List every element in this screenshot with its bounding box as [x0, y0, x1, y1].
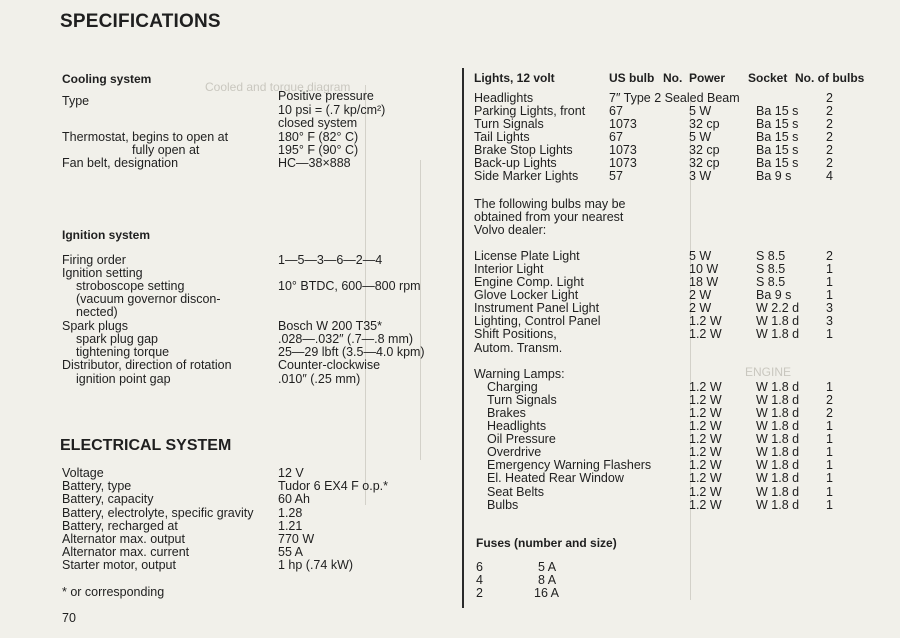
lamp-socket: W 1.8 d [756, 393, 800, 407]
dealer-note: Volvo dealer: [474, 223, 547, 237]
light-socket: W 1.8 d [756, 327, 800, 341]
light-socket: S 8.5 [756, 262, 786, 276]
light-bulb: 1073 [609, 156, 637, 170]
light-socket: Ba 9 s [756, 169, 792, 183]
light-socket: Ba 15 s [756, 117, 799, 131]
spec-value: 1.21 [278, 519, 303, 533]
light-bulb: 67 [609, 130, 623, 144]
light-name: Lighting, Control Panel [474, 314, 601, 328]
light-count: 2 [826, 104, 833, 118]
spec-value: Tudor 6 EX4 F o.p.* [278, 479, 389, 493]
lamp-name: Brakes [487, 406, 526, 420]
lamp-count: 1 [826, 445, 833, 459]
spec-value: closed system [278, 116, 358, 130]
spec-label: Battery, electrolyte, specific gravity [62, 506, 254, 520]
spec-value: Positive pressure [278, 89, 374, 103]
spec-label: Alternator max. output [62, 532, 185, 546]
light-name: Instrument Panel Light [474, 301, 600, 315]
light-name: Side Marker Lights [474, 169, 579, 183]
light-socket: Ba 9 s [756, 288, 792, 302]
col-header-power: Power [689, 71, 726, 85]
light-name: Back-up Lights [474, 156, 557, 170]
spec-value: 10 psi = (.7 kp/cm²) [278, 103, 386, 117]
spec-label: Thermostat, begins to open at [62, 130, 229, 144]
column-divider [462, 68, 464, 608]
lamp-count: 1 [826, 458, 833, 472]
lamp-power: 1.2 W [689, 393, 722, 407]
spec-label: (vacuum governor discon- [76, 292, 221, 306]
light-power: 2 W [689, 288, 712, 302]
spec-value: Counter-clockwise [278, 358, 381, 372]
footnote: * or corresponding [62, 585, 165, 599]
light-power: 1.2 W [689, 327, 722, 341]
light-count: 2 [826, 91, 833, 105]
light-socket: S 8.5 [756, 249, 786, 263]
lamp-socket: W 1.8 d [756, 380, 800, 394]
light-bulb: 57 [609, 169, 623, 183]
spec-label: nected) [76, 305, 118, 319]
lamp-name: Overdrive [487, 445, 542, 459]
fuse-size: 16 A [534, 586, 560, 600]
col-header-socket: Socket [748, 71, 788, 85]
spec-value: 60 Ah [278, 492, 310, 506]
lamp-count: 1 [826, 498, 833, 512]
light-name: Brake Stop Lights [474, 143, 573, 157]
lamp-count: 2 [826, 406, 833, 420]
lamp-name: Bulbs [487, 498, 519, 512]
light-power: 5 W [689, 130, 712, 144]
spec-value: 55 A [278, 545, 304, 559]
light-power: 5 W [689, 104, 712, 118]
spec-label: Ignition setting [62, 266, 143, 280]
spec-value: 25—29 lbft (3.5—4.0 kpm) [278, 345, 425, 359]
lamp-socket: W 1.8 d [756, 419, 800, 433]
dealer-note: The following bulbs may be [474, 197, 626, 211]
light-count: 2 [826, 130, 833, 144]
light-power: 32 cp [689, 156, 720, 170]
spec-label: Battery, recharged at [62, 519, 178, 533]
light-socket: Ba 15 s [756, 104, 799, 118]
spec-label: Battery, capacity [62, 492, 154, 506]
col-header-us-bulb: US bulb [609, 71, 655, 85]
light-name: Parking Lights, front [474, 104, 586, 118]
lamp-name: Emergency Warning Flashers [487, 458, 652, 472]
light-power: 3 W [689, 169, 712, 183]
lamp-power: 1.2 W [689, 380, 722, 394]
lamp-power: 1.2 W [689, 406, 722, 420]
spec-label: Alternator max. current [62, 545, 190, 559]
light-power: 5 W [689, 249, 712, 263]
light-socket: S 8.5 [756, 275, 786, 289]
spec-label: Voltage [62, 466, 104, 480]
col-header-lights: Lights, 12 volt [474, 71, 555, 85]
lamp-power: 1.2 W [689, 458, 722, 472]
fuse-size: 8 A [538, 573, 557, 587]
lamp-power: 1.2 W [689, 485, 722, 499]
spec-value: 1.28 [278, 506, 303, 520]
lamp-name: Headlights [487, 419, 547, 433]
light-power: 18 W [689, 275, 719, 289]
light-socket: W 1.8 d [756, 314, 800, 328]
lamp-power: 1.2 W [689, 445, 722, 459]
light-count: 2 [826, 143, 833, 157]
light-name: Glove Locker Light [474, 288, 579, 302]
light-socket: Ba 15 s [756, 130, 799, 144]
lamp-socket: W 1.8 d [756, 498, 800, 512]
light-bulb: 1073 [609, 143, 637, 157]
lamp-name: El. Heated Rear Window [487, 471, 624, 485]
spec-label: Spark plugs [62, 319, 129, 333]
light-power: 10 W [689, 262, 719, 276]
spec-value: 1—5—3—6—2—4 [278, 253, 383, 267]
page-title: SPECIFICATIONS [60, 11, 221, 32]
lamp-count: 1 [826, 380, 833, 394]
light-bulb: 1073 [609, 117, 637, 131]
page-number: 70 [62, 611, 76, 625]
lamp-count: 1 [826, 471, 833, 485]
spec-label: tightening torque [76, 345, 170, 359]
light-name: Shift Positions, [474, 327, 557, 341]
spec-value: 195° F (90° C) [278, 143, 359, 157]
spec-label: fully open at [132, 143, 200, 157]
spec-label: Battery, type [62, 479, 132, 493]
spec-value: 10° BTDC, 600—800 rpm [278, 279, 421, 293]
light-power: 2 W [689, 301, 712, 315]
light-count: 3 [826, 301, 833, 315]
warning-lamps-heading: Warning Lamps: [474, 367, 565, 381]
lamp-socket: W 1.8 d [756, 471, 800, 485]
lamp-socket: W 1.8 d [756, 485, 800, 499]
lamp-socket: W 1.8 d [756, 445, 800, 459]
light-count: 3 [826, 314, 833, 328]
lamp-power: 1.2 W [689, 419, 722, 433]
light-socket: Ba 15 s [756, 156, 799, 170]
fuse-number: 2 [476, 586, 483, 600]
lamp-name: Seat Belts [487, 485, 544, 499]
lamp-socket: W 1.8 d [756, 432, 800, 446]
lamp-socket: W 1.8 d [756, 458, 800, 472]
spec-label: Starter motor, output [62, 558, 176, 572]
light-count: 1 [826, 262, 833, 276]
light-power: 1.2 W [689, 314, 722, 328]
spec-label: Type [62, 94, 90, 108]
light-count: 2 [826, 156, 833, 170]
spec-value: 180° F (82° C) [278, 130, 359, 144]
light-count: 2 [826, 117, 833, 131]
spec-label: ignition point gap [76, 372, 171, 386]
fuses-heading: Fuses (number and size) [476, 536, 617, 550]
electrical-heading: ELECTRICAL SYSTEM [60, 437, 232, 454]
lamp-power: 1.2 W [689, 432, 722, 446]
light-bulb: 67 [609, 104, 623, 118]
lamp-socket: W 1.8 d [756, 406, 800, 420]
light-name: Turn Signals [474, 117, 544, 131]
lamp-power: 1.2 W [689, 498, 722, 512]
lamp-power: 1.2 W [689, 471, 722, 485]
light-name: Autom. Transm. [474, 341, 563, 355]
lamp-name: Charging [487, 380, 538, 394]
light-name: License Plate Light [474, 249, 580, 263]
light-name: Headlights [474, 91, 534, 105]
dealer-note: obtained from your nearest [474, 210, 624, 224]
fuse-number: 4 [476, 573, 483, 587]
ignition-heading: Ignition system [62, 228, 151, 242]
light-name: Tail Lights [474, 130, 530, 144]
spec-value: 12 V [278, 466, 304, 480]
spec-label: Distributor, direction of rotation [62, 358, 232, 372]
light-count: 2 [826, 249, 833, 263]
fuse-size: 5 A [538, 560, 557, 574]
spec-label: spark plug gap [76, 332, 159, 346]
spec-value: HC—38×888 [278, 156, 351, 170]
spec-value: .028—.032″ (.7—.8 mm) [278, 332, 414, 346]
lamp-count: 1 [826, 432, 833, 446]
light-name: Engine Comp. Light [474, 275, 584, 289]
light-power: 32 cp [689, 143, 720, 157]
spec-value: 770 W [278, 532, 315, 546]
light-socket: Ba 15 s [756, 143, 799, 157]
lamp-name: Oil Pressure [487, 432, 556, 446]
light-name: Interior Light [474, 262, 544, 276]
light-bulb: 7″ Type 2 Sealed Beam [609, 91, 740, 105]
spec-value: .010″ (.25 mm) [278, 372, 361, 386]
spec-value: 1 hp (.74 kW) [278, 558, 354, 572]
light-socket: W 2.2 d [756, 301, 800, 315]
light-count: 1 [826, 288, 833, 302]
lamp-count: 1 [826, 419, 833, 433]
col-header-no: No. [663, 71, 683, 85]
spec-label: Firing order [62, 253, 126, 267]
spec-label: stroboscope setting [76, 279, 185, 293]
lamp-count: 2 [826, 393, 833, 407]
lamp-count: 1 [826, 485, 833, 499]
spec-value: Bosch W 200 T35* [278, 319, 382, 333]
spec-label: Fan belt, designation [62, 156, 179, 170]
cooling-heading: Cooling system [62, 72, 152, 86]
fuse-number: 6 [476, 560, 483, 574]
light-count: 1 [826, 327, 833, 341]
light-count: 1 [826, 275, 833, 289]
light-count: 4 [826, 169, 833, 183]
light-power: 32 cp [689, 117, 720, 131]
lamp-name: Turn Signals [487, 393, 557, 407]
col-header-no-of-bulbs: No. of bulbs [795, 71, 865, 85]
